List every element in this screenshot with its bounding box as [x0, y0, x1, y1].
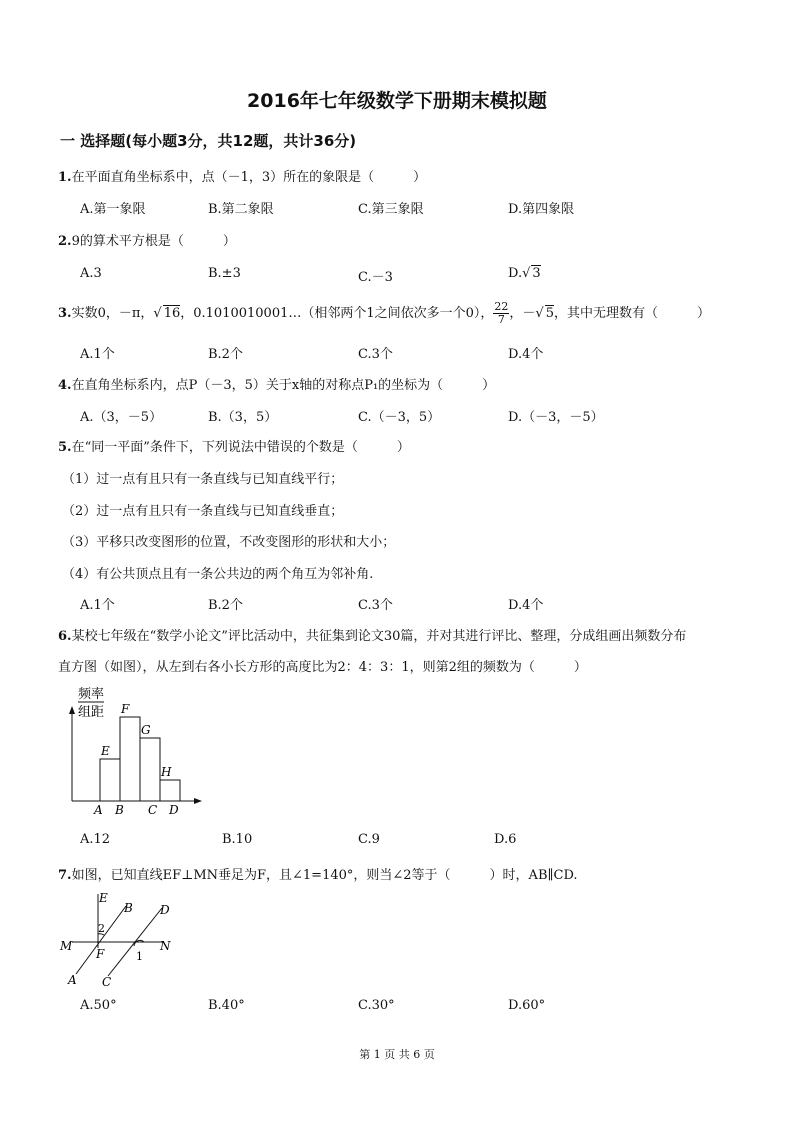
question-number: 1. [58, 170, 72, 185]
bar-label-F: F [121, 702, 130, 716]
label-d: D [160, 903, 170, 917]
q6-option-b: B.10 [222, 832, 253, 847]
q2-option-b: B.±3 [208, 266, 241, 281]
question-6-line-2: 直方图（如图），从左到右各小长方形的高度比为2：4：3：1，则第2组的频数为（ ） [58, 660, 587, 675]
bar-label-H: H [161, 765, 172, 779]
histogram-bar-F [120, 717, 140, 801]
section-heading: 一 选择题(每小题3分，共12题，共计36分) [60, 132, 357, 150]
label-f: F [96, 947, 105, 961]
q3-option-c: C.3个 [358, 347, 393, 362]
question-number: 7. [58, 868, 72, 883]
q1-option-b: B.第二象限 [208, 202, 274, 217]
question-text: 在平面直角坐标系中，点（－1，3）所在的象限是（ ） [71, 170, 427, 185]
x-labels-group [93, 803, 179, 817]
sqrt-radicand: 5 [545, 306, 554, 321]
q5-statement-1: （1）过一点有且只有一条直线与已知直线平行； [62, 472, 344, 487]
q5-option-a: A.1个 [80, 598, 115, 613]
y-axis-arrow [69, 706, 75, 714]
q7-option-d: D.60° [508, 998, 546, 1013]
question-2 [58, 230, 236, 249]
label-a: A [68, 973, 77, 987]
q5-statement-4: （4）有公共顶点且有一条公共边的两个角互为邻补角. [62, 567, 374, 582]
question-text: 在直角坐标系内，点P（－3，5）关于x轴的对称点P₁的坐标为（ ） [71, 378, 496, 393]
q7-option-b: B.40° [208, 998, 245, 1013]
q5-option-b: B.2个 [208, 598, 243, 613]
bar-label-E: E [101, 744, 110, 758]
q4-option-b: B.（3，5） [208, 410, 278, 425]
x-axis-arrow [194, 798, 202, 804]
label-n: N [160, 939, 171, 953]
question-text: 某校七年级在“数学小论文”评比活动中，共征集到论文30篇，并对其进行评比、整理，分成组画出频数分布 [71, 629, 687, 644]
bar-label-G: G [141, 723, 151, 737]
q5-statement-3: （3）平移只改变图形的位置，不改变图形的形状和大小； [62, 535, 396, 550]
q3-option-b: B.2个 [208, 347, 243, 362]
frequency-histogram [58, 680, 218, 820]
question-number: 4. [58, 378, 72, 393]
question-number: 2. [58, 234, 72, 249]
question-1 [58, 166, 426, 185]
label-c: C [102, 975, 112, 989]
q3-option-d: D.4个 [508, 347, 544, 362]
label-angle-2: 2 [98, 922, 105, 935]
q1-option-d: D.第四象限 [508, 202, 575, 217]
question-3: 3.实数0，－π，√ 16，0.1010010001…（相邻两个1之间依次多一个0）， $\frac{22}{7}$ ，－√ 5，其中无理数有（ ） [58, 300, 711, 326]
q6-option-c: C.9 [358, 832, 380, 847]
q3-option-a: A.1个 [80, 347, 115, 362]
q7-option-c: C.30° [358, 998, 395, 1013]
bars-group [100, 702, 180, 801]
q6-option-d: D.6 [494, 832, 517, 847]
q4-option-d: D.（－3，－5） [508, 410, 604, 425]
label-e: E [99, 891, 108, 905]
sqrt-radicand: 16 [163, 306, 181, 321]
fraction: $\frac{22}{7}$ [494, 300, 509, 326]
q2-option-c: C.－3 [358, 270, 393, 285]
q1-option-a: A.第一象限 [80, 202, 146, 217]
x-tick-label-A: A [94, 803, 103, 817]
histogram-bar-H [160, 780, 180, 801]
line-ab [76, 906, 126, 974]
q1-option-c: C.第三象限 [358, 202, 424, 217]
label-b: B [124, 901, 133, 915]
q7-option-a: A.50° [80, 998, 117, 1013]
question-number: 5. [58, 440, 72, 455]
page-title: 2016年七年级数学下册期末模拟题 [247, 90, 547, 112]
parallel-lines-figure [58, 888, 188, 993]
x-tick-label-C: C [148, 803, 158, 817]
question-text: 在“同一平面”条件下，下列说法中错误的个数是（ ） [71, 440, 410, 455]
y-axis-label-top: 频率 [78, 687, 105, 702]
question-6 [58, 625, 686, 644]
label-angle-1: 1 [136, 950, 143, 963]
question-text: 如图，已知直线EF⊥MN垂足为F，且∠1=140°，则当∠2等于（ ）时，AB∥CD. [71, 868, 578, 883]
q4-option-c: C.（－3，5） [358, 410, 441, 425]
q6-option-a: A.12 [80, 832, 111, 847]
question-number: 6. [58, 629, 72, 644]
q5-option-d: D.4个 [508, 598, 544, 613]
y-axis-label-bottom: 组距 [78, 705, 105, 720]
label-m: M [60, 939, 73, 953]
question-7 [58, 864, 578, 883]
sqrt-radicand: 3 [532, 266, 541, 281]
histogram-bar-E [100, 759, 120, 801]
q4-option-a: A.（3，－5） [80, 410, 163, 425]
question-text: 9的算术平方根是（ ） [71, 234, 236, 249]
q5-option-c: C.3个 [358, 598, 393, 613]
question-number: 3. [58, 306, 72, 321]
histogram-bar-G [140, 738, 160, 801]
x-tick-label-B: B [115, 803, 124, 817]
page-footer: 第 1 页 共 6 页 [359, 1048, 435, 1061]
q2-option-a: A.3 [80, 266, 102, 281]
x-tick-label-D: D [169, 803, 179, 817]
q2-option-d: D.√ 3 [508, 266, 541, 281]
question-4 [58, 374, 495, 393]
q5-statement-2: （2）过一点有且只有一条直线与已知直线垂直； [62, 504, 344, 519]
question-5 [58, 436, 410, 455]
